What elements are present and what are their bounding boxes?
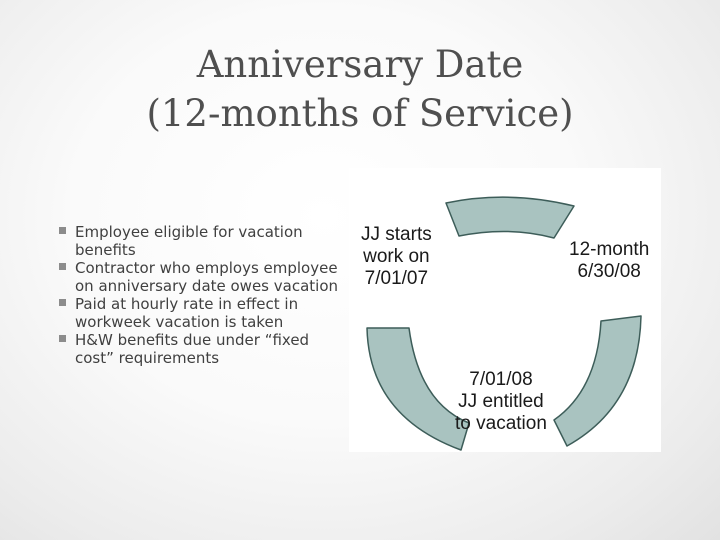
label-jj-entitled [455, 369, 547, 435]
bullet-list [58, 223, 348, 367]
label-line: 12-month [569, 239, 650, 260]
bullet-item: H&W benefits due under “fixed cost” requirements [58, 331, 348, 367]
label-line: work on [363, 246, 430, 267]
title-line-2: (12-months of Service) [146, 92, 574, 135]
label-line: 7/01/08 [469, 369, 533, 390]
label-12-month [569, 239, 649, 283]
label-line: JJ starts [361, 224, 432, 245]
bullet-item: Employee eligible for vacation benefits [58, 223, 348, 259]
cycle-segment-right [554, 316, 641, 446]
cycle-diagram-panel [349, 168, 661, 452]
bullet-item: Contractor who employs employee on anniversary date owes vacation [58, 259, 348, 295]
label-line: 7/01/07 [364, 268, 429, 289]
title-line-1: Anniversary Date [196, 43, 524, 86]
cycle-segment-left [367, 328, 469, 450]
slide-title [0, 40, 720, 138]
label-line: to vacation [455, 413, 547, 434]
label-line: JJ entitled [458, 391, 544, 412]
bullet-item: Paid at hourly rate in effect in workweek vacation is taken [58, 295, 348, 331]
label-jj-starts [361, 224, 432, 290]
cycle-segment-top [446, 197, 574, 238]
label-line: 6/30/08 [577, 261, 641, 282]
